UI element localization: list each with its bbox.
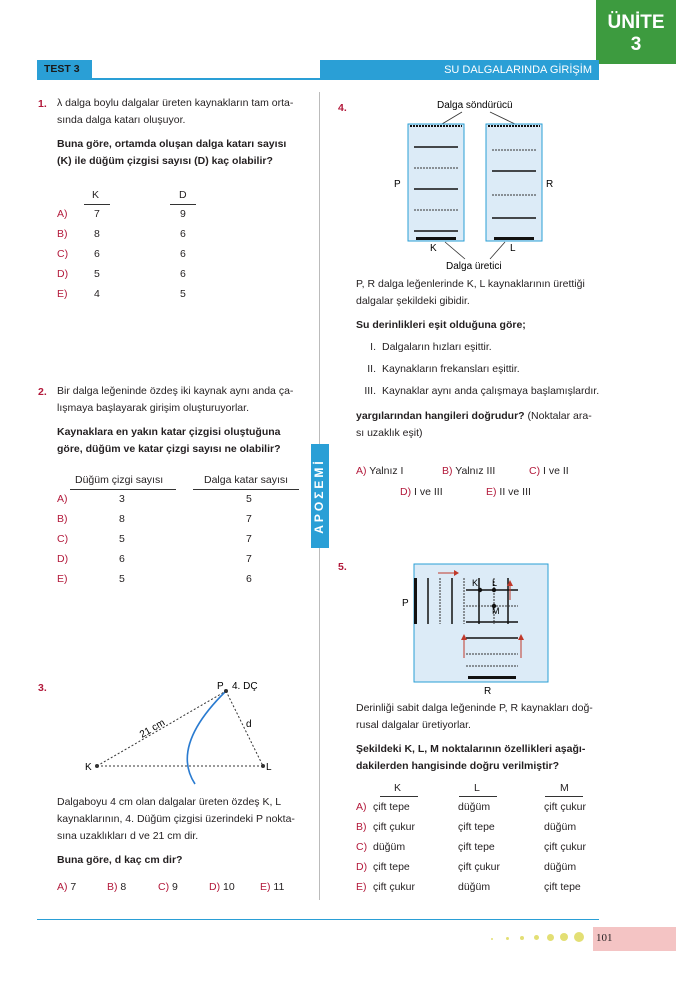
q2-option-antinodal: 5 — [246, 493, 252, 505]
q4-label-r: R — [546, 179, 554, 190]
q2-option-antinodal: 7 — [246, 513, 252, 525]
q4-option-label: A) — [356, 465, 367, 477]
q1-option-label: E) — [57, 288, 68, 300]
footer-dot — [560, 933, 568, 941]
q3-option-text: 11 — [273, 881, 285, 893]
q2-bold1: Kaynaklara en yakın katar çizgisi oluştuğuna — [57, 426, 281, 438]
q4-option-label: E) — [486, 486, 497, 498]
q3-option — [260, 881, 284, 893]
q5-col-k: K — [394, 782, 402, 794]
q1-line1: λ dalga boylu dalgalar üreten kaynakların tam orta- — [57, 97, 294, 109]
q4-generator-k — [416, 237, 456, 240]
q4-tank-r — [486, 124, 542, 241]
footer-dot — [574, 932, 584, 942]
q1-option-k: 4 — [94, 288, 100, 300]
q4-option-label: C) — [529, 465, 541, 477]
q4-label-p: P — [394, 179, 401, 190]
q3-line3: sına uzaklıkları d ve 21 cm dir. — [57, 830, 199, 842]
q5-option-l: düğüm — [458, 881, 491, 893]
q3-option-label: C) — [158, 881, 170, 893]
q2-option-antinodal: 6 — [246, 573, 252, 585]
q2-col-2-rule — [193, 489, 299, 490]
q4-label-l: L — [510, 243, 516, 254]
q5-label-k: K — [472, 578, 479, 588]
q3-segment-pl — [226, 691, 263, 766]
q4-option — [356, 465, 403, 477]
q3-option-text: 8 — [120, 881, 127, 893]
q3-point-l — [261, 764, 265, 768]
q5-col-l-rule — [459, 796, 497, 797]
q4-item-text: Kaynaklar aynı anda çalışmaya başlamışlardır. — [382, 385, 600, 397]
q1-col-k: K — [92, 189, 100, 201]
q4-pointer-top-left — [442, 112, 462, 124]
q1-stem — [57, 95, 305, 170]
q3-point-p — [224, 689, 228, 693]
q5-option-m: çift çukur — [544, 841, 587, 853]
q2-col-1: Düğüm çizgi sayısı — [75, 474, 164, 486]
q2-option-nodal: 3 — [119, 493, 125, 505]
q5-point-l — [492, 588, 496, 592]
q3-point-k — [95, 764, 99, 768]
q1-col-d: D — [179, 189, 187, 201]
q5-option-l: çift tepe — [458, 821, 495, 833]
q4-option-text: II ve III — [499, 486, 531, 498]
q5-option-label: A) — [356, 801, 367, 813]
q3-option — [209, 881, 235, 893]
q4-number: 4. — [338, 102, 347, 114]
q5-line1: Derinliği sabit dalga leğeninde P, R kaynakları doğ- — [356, 702, 593, 714]
q1-bold1: Buna göre, ortamda oluşan dalga katarı sayısı — [57, 138, 287, 150]
q3-number: 3. — [38, 682, 47, 694]
q2-option-label: E) — [57, 573, 68, 585]
q2-option-antinodal: 7 — [246, 553, 252, 565]
q2-option-nodal: 6 — [119, 553, 125, 565]
q5-option-k: düğüm — [373, 841, 406, 853]
q5-figure — [394, 562, 554, 698]
q4-line2: dalgalar şekildeki gibidir. — [356, 295, 470, 307]
q5-option-l: çift çukur — [458, 861, 501, 873]
q1-option-k: 8 — [94, 228, 100, 240]
q1-option-k: 6 — [94, 248, 100, 260]
q5-col-l: L — [474, 782, 480, 794]
q4-pointer-top-right — [490, 112, 515, 124]
q3-label-len: 21 cm — [138, 717, 168, 741]
q3-stem — [57, 794, 307, 869]
q1-option-d: 9 — [180, 208, 186, 220]
q3-option-label: A) — [57, 881, 68, 893]
q5-option-m: çift tepe — [544, 881, 581, 893]
q5-option-k: çift çukur — [373, 821, 416, 833]
q3-bold: Buna göre, d kaç cm dir? — [57, 854, 183, 866]
q4-option — [486, 486, 531, 498]
q2-option-nodal: 5 — [119, 573, 125, 585]
q2-option-nodal: 8 — [119, 513, 125, 525]
q5-option-l: düğüm — [458, 801, 491, 813]
q4-item-text: Dalgaların hızları eşittir. — [382, 341, 492, 353]
q3-option-text: 9 — [172, 881, 178, 893]
side-logo — [311, 444, 329, 548]
q1-option-d: 6 — [180, 228, 186, 240]
q3-label-p: P — [217, 681, 224, 692]
q4-item-number: II. — [367, 363, 376, 375]
q1-option-label: B) — [57, 228, 68, 240]
q4-line1: P, R dalga leğenlerinde K, L kaynaklarının ürettiği — [356, 278, 585, 290]
q1-option-label: A) — [57, 208, 68, 220]
footer-dot — [520, 936, 524, 940]
q1-option-k: 7 — [94, 208, 100, 220]
q3-label-k: K — [85, 762, 92, 773]
q4-option-text: Yalnız III — [455, 465, 496, 477]
q3-option-text: 10 — [223, 881, 235, 893]
footer-dot — [506, 937, 509, 940]
q1-option-d: 6 — [180, 248, 186, 260]
q2-stem — [57, 383, 305, 458]
unit-badge — [596, 0, 676, 64]
q1-col-d-rule — [170, 204, 196, 205]
q3-option — [158, 881, 178, 893]
q4-question-note2: sı uzaklık eşit) — [356, 427, 423, 439]
q5-source-p — [414, 578, 417, 624]
q4-question — [356, 408, 606, 442]
q2-option-antinodal: 7 — [246, 533, 252, 545]
header-rule — [37, 78, 599, 80]
q1-line2: sında dalga katarı oluşuyor. — [57, 114, 186, 126]
q4-option — [529, 465, 569, 477]
q4-bold: Su derinlikleri eşit olduğuna göre; — [356, 319, 526, 331]
page-number: 101 — [596, 932, 613, 944]
q4-option-text: Yalnız I — [369, 465, 404, 477]
q3-line1: Dalgaboyu 4 cm olan dalgalar üreten özdeş K, L — [57, 796, 282, 808]
q5-point-k — [478, 588, 482, 592]
q3-option-label: B) — [107, 881, 118, 893]
q1-option-d: 5 — [180, 288, 186, 300]
unit-number: 3 — [630, 34, 642, 55]
q4-item-number: I. — [370, 341, 376, 353]
q5-option-label: B) — [356, 821, 367, 833]
q5-option-label: E) — [356, 881, 367, 893]
q5-option-k: çift çukur — [373, 881, 416, 893]
q4-pointer-bottom-right — [490, 242, 505, 259]
q2-option-label: A) — [57, 493, 68, 505]
q5-col-m: M — [560, 782, 569, 794]
q3-option-label: E) — [260, 881, 271, 893]
q1-option-d: 6 — [180, 268, 186, 280]
q2-option-nodal: 5 — [119, 533, 125, 545]
q2-bold2: göre, düğüm ve katar çizgi sayısı ne olabilir? — [57, 443, 281, 455]
q5-stem — [356, 700, 606, 775]
q2-col-1-rule — [70, 489, 176, 490]
q4-tank-p — [408, 124, 464, 241]
section-title: SU DALGALARINDA GİRİŞİM — [444, 64, 592, 76]
q3-option — [57, 881, 76, 893]
q5-label-p: P — [402, 598, 409, 609]
q3-label-l: L — [266, 762, 272, 773]
q3-option-label: D) — [209, 881, 221, 893]
q4-option-text: I ve III — [414, 486, 443, 498]
q4-label-top: Dalga söndürücü — [437, 100, 513, 111]
q1-option-label: D) — [57, 268, 69, 280]
q2-option-label: B) — [57, 513, 68, 525]
q4-question-bold: yargılarından hangileri doğrudur? — [356, 410, 525, 422]
q1-col-k-rule — [84, 204, 110, 205]
footer-dot — [534, 935, 539, 940]
q1-bold2: (K) ile düğüm çizgisi sayısı (D) kaç olabilir? — [57, 155, 273, 167]
q5-line2: rusal dalgalar üretiyorlar. — [356, 719, 471, 731]
footer-dot — [547, 934, 554, 941]
q4-pointer-bottom-left — [445, 242, 465, 259]
q5-bold1: Şekildeki K, L, M noktalarının özellikleri aşağı- — [356, 743, 586, 755]
q4-option-label: D) — [400, 486, 412, 498]
q3-nodal-curve — [187, 691, 226, 784]
q2-option-label: D) — [57, 553, 69, 565]
test-label: TEST 3 — [44, 63, 80, 75]
q4-figure — [380, 94, 610, 274]
q4-option-text: I ve II — [543, 465, 569, 477]
q3-line2: kaynaklarının, 4. Düğüm çizgisi üzerindeki P nokta- — [57, 813, 295, 825]
unit-word: ÜNİTE — [607, 12, 665, 33]
q5-col-m-rule — [545, 796, 583, 797]
q1-number: 1. — [38, 98, 47, 110]
q5-option-l: çift tepe — [458, 841, 495, 853]
q4-option-label: B) — [442, 465, 453, 477]
q3-option — [107, 881, 126, 893]
q4-option — [400, 486, 443, 498]
q4-question-note: (Noktalar ara- — [524, 410, 592, 422]
q5-label-l: L — [492, 578, 498, 588]
q3-label-dc: 4. DÇ — [232, 681, 258, 692]
footer-rule — [37, 919, 599, 920]
q5-label-r: R — [484, 686, 492, 697]
q2-option-label: C) — [57, 533, 69, 545]
q4-stem — [356, 276, 606, 334]
q5-number: 5. — [338, 561, 347, 573]
side-logo-text: APOΣEMİ — [312, 458, 326, 534]
page-number-box — [593, 927, 676, 951]
q4-item-text: Kaynakların frekansları eşittir. — [382, 363, 520, 375]
q5-source-r — [468, 676, 516, 679]
q4-item-number: III. — [364, 385, 376, 397]
q2-number: 2. — [38, 386, 47, 398]
q3-label-d: d — [246, 719, 252, 730]
q5-col-k-rule — [380, 796, 418, 797]
q5-option-label: D) — [356, 861, 368, 873]
q4-label-bottom: Dalga üretici — [446, 261, 502, 272]
q4-label-k: K — [430, 243, 437, 254]
q2-line2: lışmaya başlayarak girişim oluşturuyorlar. — [57, 402, 249, 414]
q5-tank — [414, 564, 548, 682]
q5-option-label: C) — [356, 841, 368, 853]
q2-line1: Bir dalga leğeninde özdeş iki kaynak aynı anda ça- — [57, 385, 294, 397]
q5-option-k: çift tepe — [373, 801, 410, 813]
q5-option-m: düğüm — [544, 861, 577, 873]
q5-option-m: çift çukur — [544, 801, 587, 813]
q5-bold2: dakilerden hangisinde doğru verilmiştir? — [356, 760, 560, 772]
q5-option-m: düğüm — [544, 821, 577, 833]
q5-option-k: çift tepe — [373, 861, 410, 873]
q4-option — [442, 465, 495, 477]
q2-col-2: Dalga katar sayısı — [204, 474, 289, 486]
q3-option-text: 7 — [70, 881, 77, 893]
q4-generator-l — [494, 237, 534, 240]
footer-dot — [491, 938, 493, 940]
q3-figure — [80, 676, 290, 786]
q5-label-m: M — [492, 606, 500, 616]
q1-option-label: C) — [57, 248, 69, 260]
q1-option-k: 5 — [94, 268, 100, 280]
